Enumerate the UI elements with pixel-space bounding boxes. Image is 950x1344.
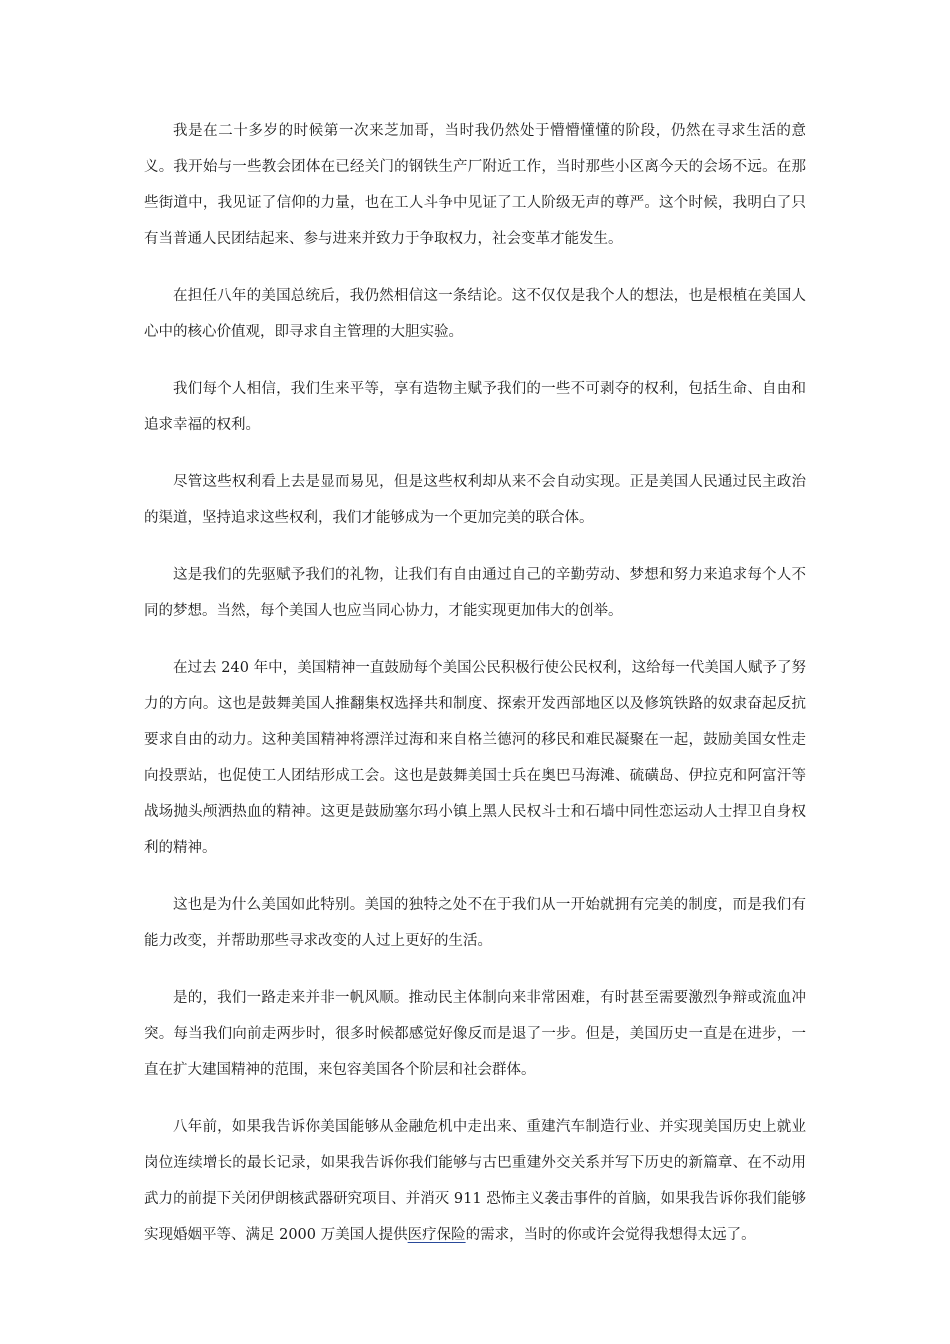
paragraph-1: 我是在二十多岁的时候第一次来芝加哥，当时我仍然处于懵懵懂懂的阶段，仍然在寻求生活的意义。我开始与一些教会团体在已经关门的钢铁生产厂附近工作，当时那些小区离今天的会场不远。在那些街道中，我见证了信仰的力量，也在工人斗争中见证了工人阶级无声的尊严。这个时候，我明白了只有当普通人民团结起来、参与进来并致力于争取权力，社会变革才能发生。 bbox=[144, 123, 806, 247]
document-body bbox=[144, 113, 806, 1274]
paragraph-9-text-before: 八年前，如果我告诉你美国能够从金融危机中走出来、重建汽车制造行业、并实现美国历史上就业岗位连续增长的最长记录，如果我告诉你我们能够与古巴重建外交关系并写下历史的新篇章、在不动用武力的前提下关闭伊朗核武器研究项目、并消灭 911 恐怖主义袭击事件的首脑，如果我告诉你我们能够实现婚姻平等、满足 2000 万美国人提供 bbox=[144, 1119, 806, 1243]
medical-insurance-link[interactable]: 医疗保险 bbox=[407, 1227, 466, 1243]
paragraph-8: 是的，我们一路走来并非一帆风顺。推动民主体制向来非常困难，有时甚至需要激烈争辩或流血冲突。每当我们向前走两步时，很多时候都感觉好像反而是退了一步。但是，美国历史一直是在进步，一直在扩大建国精神的范围，来包容美国各个阶层和社会群体。 bbox=[144, 990, 806, 1078]
paragraph-7: 这也是为什么美国如此特别。美国的独特之处不在于我们从一开始就拥有完美的制度，而是我们有能力改变，并帮助那些寻求改变的人过上更好的生活。 bbox=[144, 897, 806, 949]
paragraph-4: 尽管这些权利看上去是显而易见，但是这些权利却从来不会自动实现。正是美国人民通过民主政治的渠道，坚持追求这些权利，我们才能够成为一个更加完美的联合体。 bbox=[144, 474, 806, 526]
paragraph-9-text-after: 的需求，当时的你或许会觉得我想得太远了。 bbox=[465, 1227, 756, 1243]
paragraph-6: 在过去 240 年中，美国精神一直鼓励每个美国公民积极行使公民权利，这给每一代美国人赋予了努力的方向。这也是鼓舞美国人推翻集权选择共和制度、探索开发西部地区以及修筑铁路的奴隶奋起反抗要求自由的动力。这种美国精神将漂洋过海和来自格兰德河的移民和难民凝聚在一起，鼓励美国女性走向投票站，也促使工人团结形成工会。这也是鼓舞美国士兵在奥巴马海滩、硫磺岛、伊拉克和阿富汗等战场抛头颅洒热血的精神。这更是鼓励塞尔玛小镇上黑人民权斗士和石墙中同性恋运动人士捍卫自身权利的精神。 bbox=[144, 660, 806, 856]
paragraph-3: 我们每个人相信，我们生来平等，享有造物主赋予我们的一些不可剥夺的权利，包括生命、自由和追求幸福的权利。 bbox=[144, 381, 806, 433]
paragraph-9 bbox=[144, 1109, 806, 1253]
paragraph-2: 在担任八年的美国总统后，我仍然相信这一条结论。这不仅仅是我个人的想法，也是根植在美国人心中的核心价值观，即寻求自主管理的大胆实验。 bbox=[144, 288, 806, 340]
paragraph-5: 这是我们的先驱赋予我们的礼物，让我们有自由通过自己的辛勤劳动、梦想和努力来追求每个人不同的梦想。当然，每个美国人也应当同心协力，才能实现更加伟大的创举。 bbox=[144, 567, 806, 619]
